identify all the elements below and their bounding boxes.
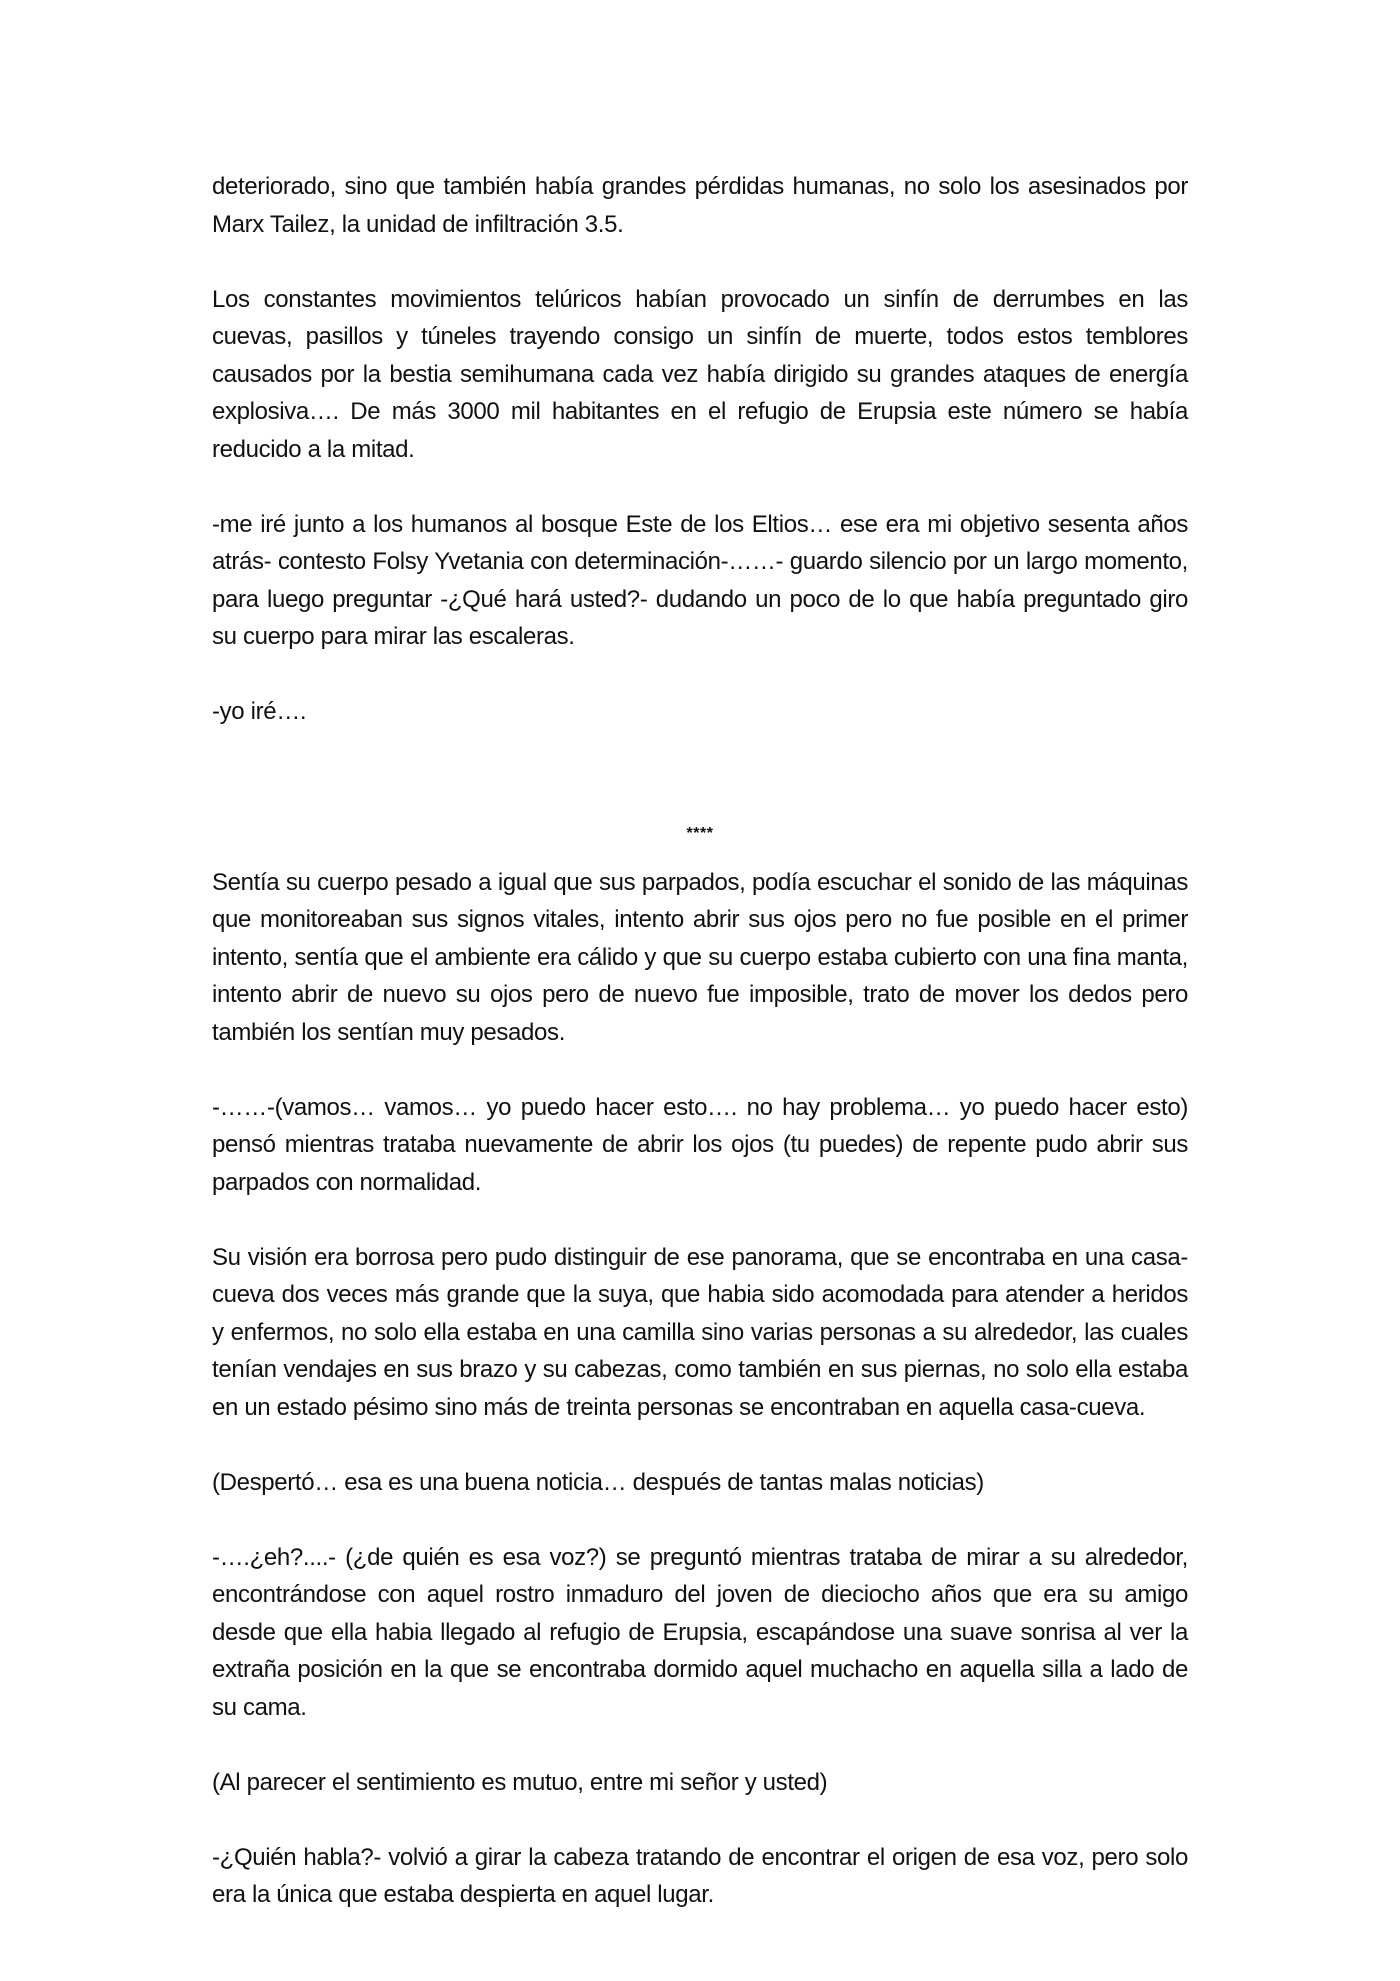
paragraph-10: (Al parecer el sentimiento es mutuo, entre mi señor y usted)	[212, 1768, 828, 1796]
document-body	[212, 168, 1188, 1914]
paragraph-5: Sentía su cuerpo pesado a igual que sus parpados, podía escuchar el sonido de las máquinas que monitoreaban sus signos vitales, intento abrir sus ojos pero no fue posible en el primer intento, sentía que el ambiente era cálido y que su cuerpo estaba cubierto con una fina manta, intento abrir de nuevo su ojos pero de nuevo fue imposible, trato de mover los dedos pero también los sentían muy pesados.	[212, 868, 1188, 1046]
paragraph-9: -….¿eh?....- (¿de quién es esa voz?) se preguntó mientras trataba de mirar a su alrededor, encontrándose con aquel rostro inmaduro del joven de dieciocho años que era su amigo desde que ella habia llegado al refugio de Erupsia, escapándose una suave sonrisa al ver la extraña posición en la que se encontraba dormido aquel muchacho en aquella silla a lado de su cama.	[212, 1543, 1188, 1721]
paragraph-4: -yo iré….	[212, 698, 307, 725]
paragraph-2: Los constantes movimientos telúricos habían provocado un sinfín de derrumbes en las cuevas, pasillos y túneles trayendo consigo un sinfín de muerte, todos estos temblores causados por la bestia semihumana cada vez había dirigido su grandes ataques de energía explosiva…. De más 3000 mil habitantes en el refugio de Erupsia este número se había reducido a la mitad.	[212, 285, 1188, 463]
paragraph-1: deteriorado, sino que también había grandes pérdidas humanas, no solo los asesinados por Marx Tailez, la unidad de infiltración 3.5.	[212, 173, 1188, 238]
paragraph-7: Su visión era borrosa pero pudo distinguir de ese panorama, que se encontraba en una casa-cueva dos veces más grande que la suya, que habia sido acomodada para atender a heridos y enfermos, no solo ella estaba en una camilla sino varias personas a su alrededor, las cuales tenían vendajes en sus brazo y su cabezas, como también en sus piernas, no solo ella estaba en un estado pésimo sino más de treinta personas se encontraban en aquella casa-cueva.	[212, 1243, 1188, 1421]
section-separator: ****	[686, 824, 714, 842]
paragraph-11: -¿Quién habla?- volvió a girar la cabeza tratando de encontrar el origen de esa voz, pero solo era la única que estaba despierta en aquel lugar.	[212, 1843, 1188, 1908]
paragraph-8: (Despertó… esa es una buena noticia… después de tantas malas noticias)	[212, 1468, 984, 1496]
paragraph-3: -me iré junto a los humanos al bosque Este de los Eltios… ese era mi objetivo sesenta años atrás- contesto Folsy Yvetania con determinación-……- guardo silencio por un largo momento, para luego preguntar -¿Qué hará usted?- dudando un poco de lo que había preguntado giro su cuerpo para mirar las escaleras.	[212, 510, 1188, 650]
paragraph-6: -……-(vamos… vamos… yo puedo hacer esto…. no hay problema… yo puedo hacer esto) pensó mientras trataba nuevamente de abrir los ojos (tu puedes) de repente pudo abrir sus parpados con normalidad.	[212, 1093, 1188, 1196]
